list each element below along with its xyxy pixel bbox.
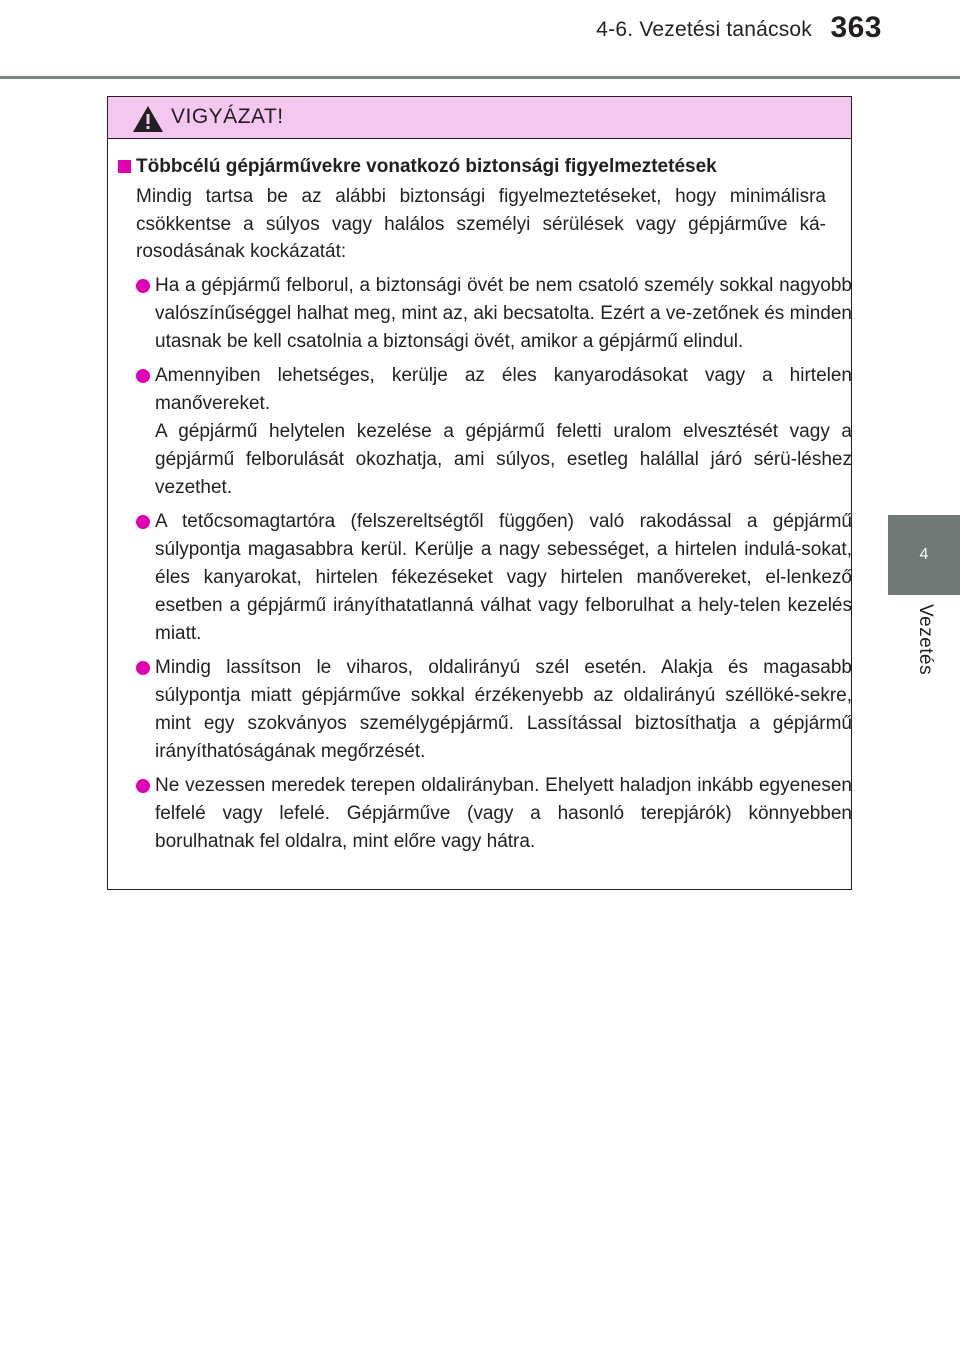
caution-list — [136, 272, 852, 856]
bullet-dot-icon — [136, 515, 150, 529]
caution-body — [108, 139, 851, 856]
list-item — [136, 654, 852, 766]
bullet-dot-icon — [136, 661, 150, 675]
caution-heading — [118, 155, 841, 179]
list-item-text-continued: A gépjármű helytelen kezelése a gépjármű feletti uralom elvesztését vagy a gépjármű felborulását okozhatja, ami súlyos, esetleg halállal járó sérü-léshez vezethet. — [155, 420, 852, 498]
caution-intro: Mindig tartsa be az alábbi biztonsági figyelmeztetéseket, hogy minimálisra csökkentse a súlyos vagy halálos személyi sérülések vagy gépjárműve ká-rosodásának kockázatát: — [136, 186, 826, 262]
list-item-text: Amennyiben lehetséges, kerülje az éles kanyarodásokat vagy a hirtelen manővereket. — [155, 364, 852, 414]
list-item — [136, 508, 852, 648]
page-number: 363 — [830, 11, 882, 44]
list-item-text: Ha a gépjármű felborul, a biztonsági övét be nem csatoló személy sokkal nagyobb valószínűséggel halhat meg, mint az, aki becsatolta. Ezért a ve-zetőnek és minden utasnak be kell csatolnia a biztonsági övét, amikor a gépjármű elindul. — [155, 274, 852, 352]
bullet-dot-icon — [136, 779, 150, 793]
bullet-dot-icon — [136, 279, 150, 293]
caution-header — [108, 97, 851, 139]
chapter-label: Vezetés — [915, 604, 936, 676]
bullet-dot-icon — [136, 369, 150, 383]
section-title: 4-6. Vezetési tanácsok — [596, 18, 812, 41]
page-header — [0, 0, 960, 80]
list-item-text: A tetőcsomagtartóra (felszereltségtől függően) való rakodással a gépjármű súlypontja magasabbra kerül. Kerülje a nagy sebességet, a hirtelen indulá-sokat, éles kanyarokat, hirtelen fékezéseket vagy hirtelen manővereket, el-lenkező esetben a gépjármű irányíthatatlanná válhat vagy felborulhat a hely-telen kezelés miatt. — [155, 510, 852, 644]
list-item-text: Mindig lassítson le viharos, oldalirányú szél esetén. Alakja és magasabb súlypontja miatt gépjárműve sokkal érzékenyebb az oldalirányú széllöké-sekre, mint egy szokványos személygépjármű. Lassítással biztosíthatja a gépjármű irányíthatóságának megőrzését. — [155, 656, 852, 762]
square-bullet-icon — [118, 160, 131, 173]
caution-box — [107, 96, 852, 890]
chapter-tab: 4 — [888, 515, 960, 595]
list-item — [136, 362, 852, 502]
caution-title: VIGYÁZAT! — [171, 105, 284, 128]
warning-triangle-icon — [132, 105, 164, 133]
list-item — [136, 272, 852, 356]
caution-heading-text: Többcélú gépjárművekre vonatkozó biztonsági figyelmeztetések — [136, 156, 717, 177]
list-item-text: Ne vezessen meredek terepen oldalirányban. Ehelyett haladjon inkább egyenesen felfelé vagy lefelé. Gépjárműve (vagy a hasonló terepjárók) könnyebben borulhatnak fel oldalra, mint előre vagy hátra. — [155, 774, 852, 852]
list-item — [136, 772, 852, 856]
header-divider — [0, 76, 960, 79]
